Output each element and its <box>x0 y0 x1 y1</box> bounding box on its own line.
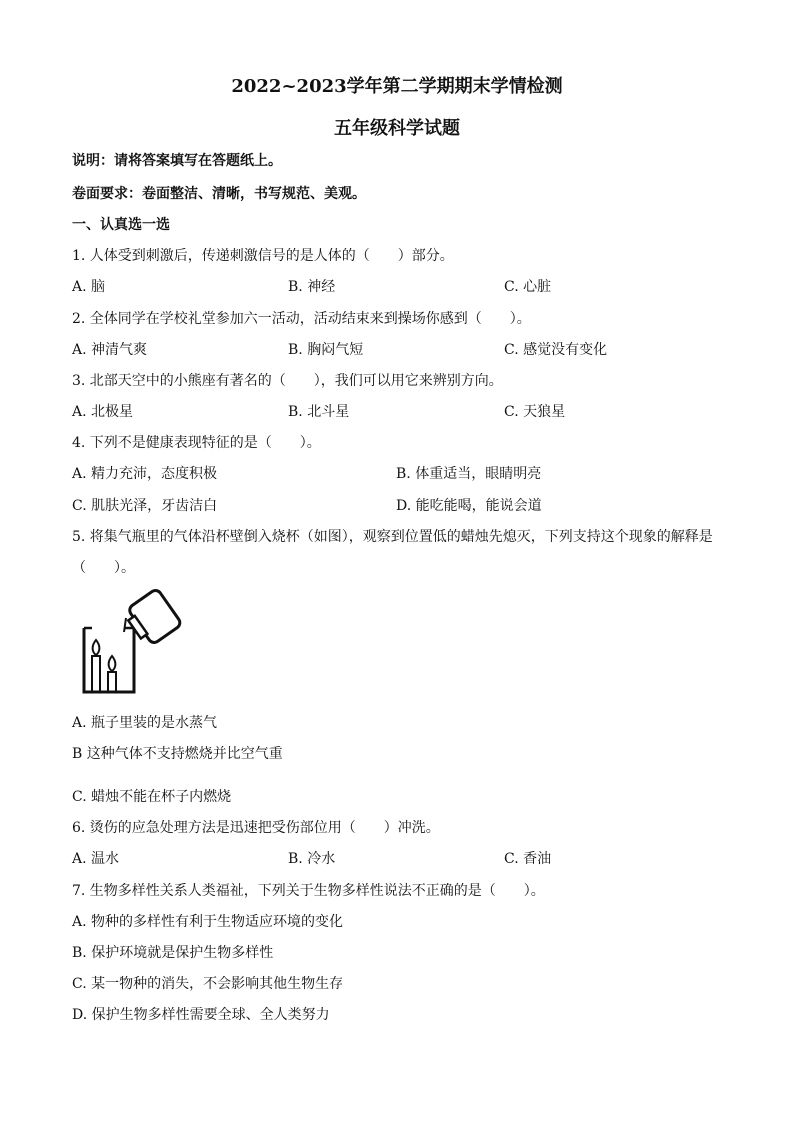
question-6-option-a: A. 温水 <box>72 851 120 867</box>
question-6-option-b: B. 冷水 <box>288 851 336 867</box>
short-candle <box>108 672 116 692</box>
question-7-option-c: C. 某一物种的消失，不会影响其他生物生存 <box>72 976 344 992</box>
question-1-option-c: C. 心脏 <box>504 279 552 295</box>
exam-title: 2022~2023学年第二学期期末学情检测 <box>231 76 563 97</box>
question-stem-3: 3. 北部天空中的小熊座有著名的（ ），我们可以用它来辨别方向。 <box>72 373 503 389</box>
question-stem-1: 1. 人体受到刺激后，传递刺激信号的是人体的（ ）部分。 <box>72 248 454 264</box>
layout-requirement-note: 卷面要求：卷面整洁、清晰，书写规范、美观。 <box>72 186 366 202</box>
exam-subtitle: 五年级科学试题 <box>334 118 460 139</box>
gas-jar <box>123 588 182 648</box>
tall-candle <box>92 656 100 692</box>
question-7-option-d: D. 保护生物多样性需要全球、全人类努力 <box>72 1007 330 1023</box>
section-heading: 一、认真选一选 <box>72 217 170 233</box>
question-stem-5: 5. 将集气瓶里的气体沿杯壁倒入烧杯（如图），观察到位置低的蜡烛先熄灭，下列支持这个现象的解释是 <box>72 529 713 545</box>
question-4-option-a: A. 精力充沛，态度积极 <box>72 466 218 482</box>
question-stem-5-continued: （ ）。 <box>72 560 135 576</box>
question-2-option-a: A. 神清气爽 <box>72 342 148 358</box>
question-stem-4: 4. 下列不是健康表现特征的是（ ）。 <box>72 435 321 451</box>
question-4-option-c: C. 肌肤光泽，牙齿洁白 <box>72 498 218 514</box>
tall-candle-flame <box>93 640 100 655</box>
question-2-option-b: B. 胸闷气短 <box>288 342 364 358</box>
short-candle-flame <box>109 656 116 671</box>
question-1-option-a: A. 脑 <box>72 279 106 295</box>
question-7-option-b: B. 保护环境就是保护生物多样性 <box>72 945 274 961</box>
question-stem-6: 6. 烫伤的应急处理方法是迅速把受伤部位用（ ）冲洗。 <box>72 820 440 836</box>
question-1-option-b: B. 神经 <box>288 279 336 295</box>
question-5-option-b: B 这种气体不支持燃烧并比空气重 <box>72 746 283 762</box>
question-5-option-a: A. 瓶子里装的是水蒸气 <box>72 715 218 731</box>
question-5-option-c: C. 蜡烛不能在杯子内燃烧 <box>72 789 232 805</box>
question-4-option-d: D. 能吃能喝，能说会道 <box>396 498 542 514</box>
question-6-option-c: C. 香油 <box>504 851 552 867</box>
pour-stream <box>124 618 126 632</box>
question-3-option-c: C. 天狼星 <box>504 404 566 420</box>
question-4-option-b: B. 体重适当，眼睛明亮 <box>396 466 542 482</box>
question-2-option-c: C. 感觉没有变化 <box>504 342 608 358</box>
instructions-note: 说明：请将答案填写在答题纸上。 <box>72 153 282 169</box>
question-7-option-a: A. 物种的多样性有利于生物适应环境的变化 <box>72 914 344 930</box>
question-stem-7: 7. 生物多样性关系人类福祉，下列关于生物多样性说法不正确的是（ ）。 <box>72 883 545 899</box>
question-3-option-b: B. 北斗星 <box>288 404 350 420</box>
question-3-option-a: A. 北极星 <box>72 404 134 420</box>
question-stem-2: 2. 全体同学在学校礼堂参加六一活动，活动结束来到操场你感到（ ）。 <box>72 311 531 327</box>
gas-pouring-beaker-figure <box>78 588 182 696</box>
